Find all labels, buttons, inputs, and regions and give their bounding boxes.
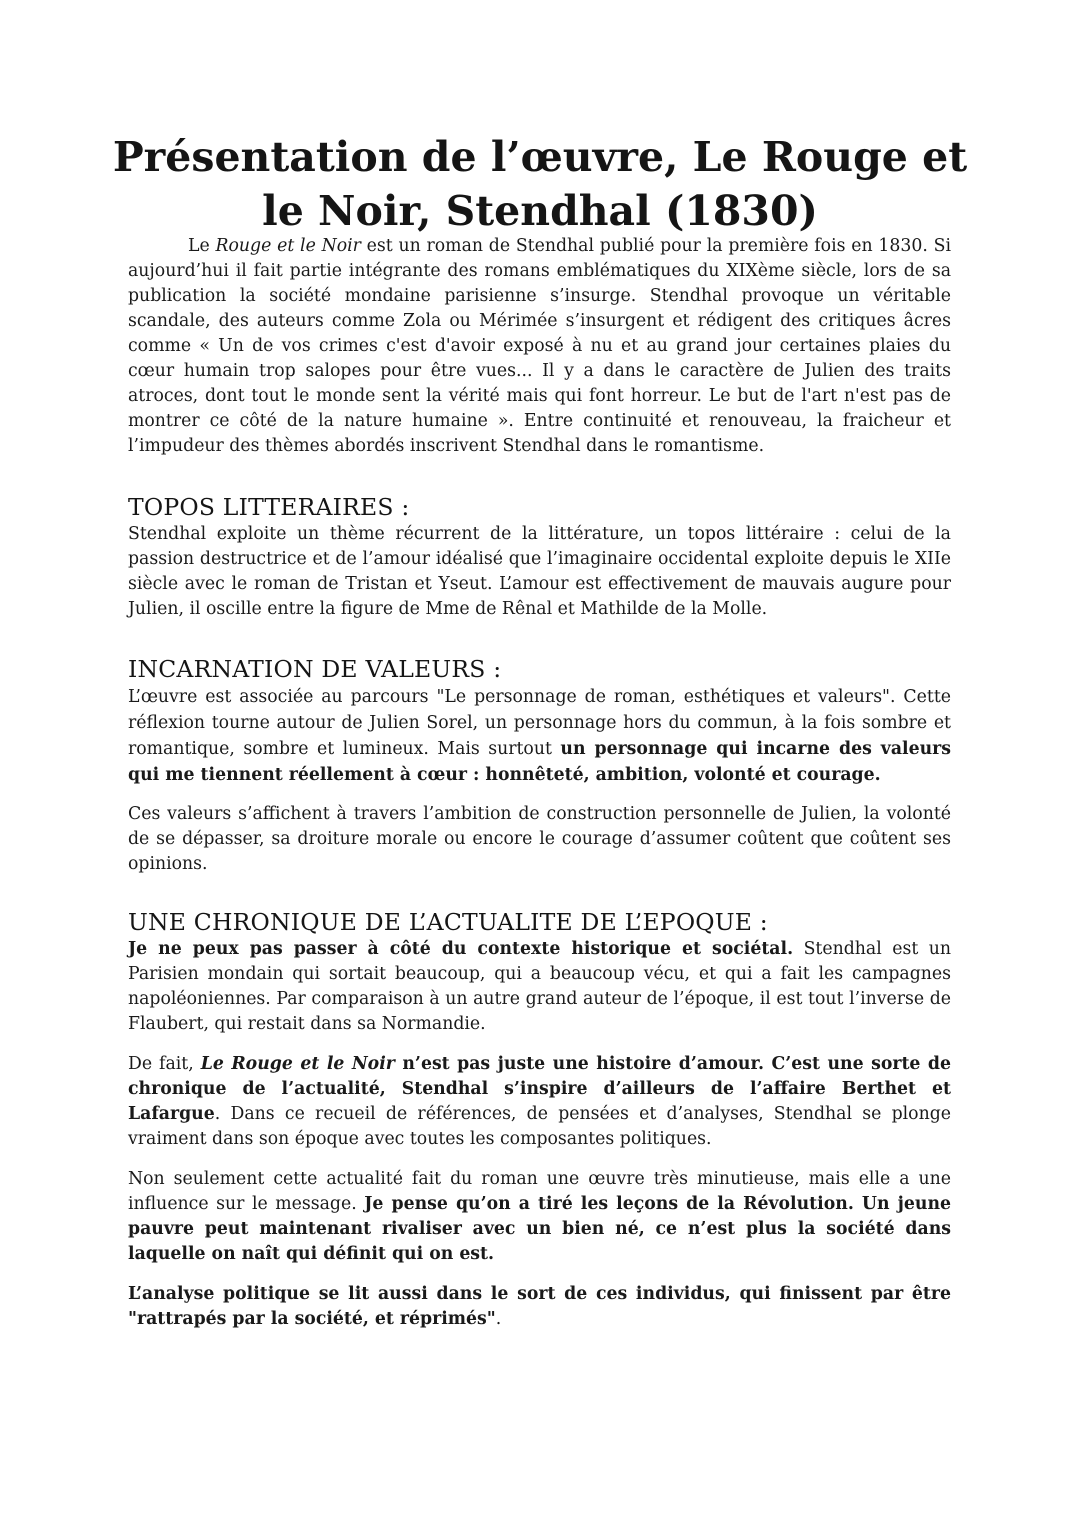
valeurs-paragraph-1 (128, 684, 951, 788)
chronique-emphasis-3: Je pense qu’on a tiré les leçons de la Révolution. Un jeune pauvre peut maintenant rivaliser avec un bien né, ce n’est plus la société dans laquelle on naît qui définit qui on est. (128, 1194, 951, 1264)
intro-text-start: Le (188, 236, 216, 256)
intro-text-rest: est un roman de Stendhal publié pour la première fois en 1830. Si aujourd’hui il fait partie intégrante des romans emblématiques du XIXème siècle, lors de sa publication la société mondaine parisienne s’insurge. Stendhal provoque un véritable scandale, des auteurs comme Zola ou Mérimée s’insurgent et rédigent des critiques âcres comme « Un de vos crimes c'est d'avoir exposé à nu et au grand jour certaines plaies du cœur humain trop salopes pour être vues... Il y a dans le caractère de Julien des traits atroces, dont tout le monde sent la vérité mais qui font horreur. Le but de l'art n'est pas de montrer ce côté de la nature humaine ». Entre continuité et renouveau, la fraicheur et l’impudeur des thèmes abordés inscrivent Stendhal dans le romantisme. (128, 236, 951, 456)
document-body (128, 234, 951, 1332)
chronique-book-title: Le Rouge et le Noir (200, 1054, 395, 1074)
topos-paragraph: Stendhal exploite un thème récurrent de la littérature, un topos littéraire : celui de la passion destructrice et de l’amour idéalisé que l’imaginaire occidental exploite depuis le XIIe siècle avec le roman de Tristan et Yseut. L’amour est effectivement de mauvais augure pour Julien, il oscille entre la figure de Mme de Rênal et Mathilde de la Molle. (128, 524, 951, 619)
chronique-paragraph-1 (128, 937, 951, 1037)
chronique-text-3: Non seulement cette actualité fait du roman une œuvre très minutieuse, mais elle a une influence sur le message. (128, 1169, 951, 1214)
valeurs-paragraph-2: Ces valeurs s’affichent à travers l’ambition de construction personnelle de Julien, la volonté de se dépasser, sa droiture morale ou encore le courage d’assumer coûtent que coûtent ses opinions. (128, 804, 951, 874)
chronique-paragraph-2 (128, 1052, 951, 1152)
valeurs-emphasis: un personnage qui incarne des valeurs qui me tiennent réellement à cœur : honnêteté, ambition, volonté et courage. (128, 739, 951, 785)
chronique-text-4: . (495, 1309, 502, 1329)
heading-chronique: UNE CHRONIQUE DE L’ACTUALITE DE L’EPOQUE : (128, 908, 768, 936)
chronique-text-1: Stendhal est un Parisien mondain qui sortait beaucoup, qui a beaucoup vécu, et qui a fait les campagnes napoléoniennes. Par comparaison à un autre grand auteur de l’époque, il est tout l’inverse de Flaubert, qui restait dans sa Normandie. (128, 939, 952, 1034)
chronique-paragraph-4 (128, 1282, 951, 1332)
title-line-1: Présentation de l’œuvre, Le Rouge et (112, 133, 968, 181)
chronique-paragraph-3 (128, 1167, 951, 1267)
chronique-text-2a: De fait, (128, 1054, 201, 1074)
heading-valeurs: INCARNATION DE VALEURS : (128, 655, 502, 683)
chronique-emphasis-4: L’analyse politique se lit aussi dans le sort de ces individus, qui finissent par être "rattrapés par la société, et réprimés" (128, 1284, 951, 1329)
page-title (100, 130, 980, 238)
intro-paragraph (128, 234, 951, 459)
heading-topos: TOPOS LITTERAIRES : (128, 493, 410, 521)
intro-book-title: Rouge et le Noir (215, 236, 361, 256)
chronique-text-2d: . Dans ce recueil de références, de pensées et d’analyses, Stendhal se plonge vraiment dans son époque avec toutes les composantes politiques. (128, 1104, 951, 1149)
valeurs-text: L’œuvre est associée au parcours "Le personnage de roman, esthétiques et valeurs". Cette réflexion tourne autour de Julien Sorel, un personnage hors du commun, à la fois sombre et romantique, sombre et lumineux. Mais surtout (128, 687, 951, 759)
chronique-emphasis-2: n’est pas juste une histoire d’amour. C’est une sorte de chronique de l’actualité, Stendhal s’inspire d’ailleurs de l’affaire Berthet et Lafargue (128, 1054, 951, 1124)
chronique-emphasis-1: Je ne peux pas passer à côté du contexte historique et sociétal. (128, 939, 794, 959)
title-line-2: le Noir, Stendhal (1830) (262, 187, 818, 235)
